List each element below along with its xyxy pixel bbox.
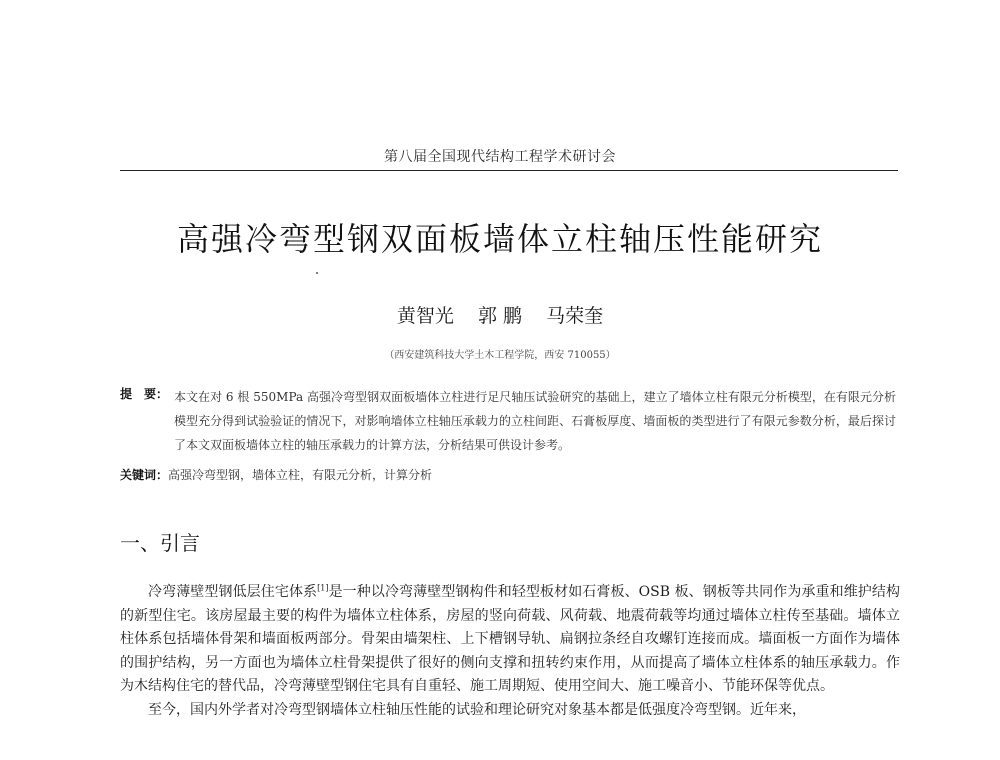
- section-heading: 一、引言: [120, 531, 200, 555]
- paragraph-text: 是一种以冷弯薄壁型钢构件和轻型板材如石膏板、OSB 板、钢板等共同作为承重和维护结构的新型住宅。该房屋最主要的构件为墙体立柱体系，房屋的竖向荷载、风荷载、地震荷载等均通过墙体立柱传至基础。墙体立柱体系包括墙体骨架和墙面板两部分。骨架由墙架柱、上下槽钢导轨、扁钢拉条经自攻螺钉连接而成。墙面板一方面作为墙体的围护结构，另一方面也为墙体立柱骨架提供了很好的侧向支撑和扭转约束作用，从而提高了墙体立柱体系的轴压承载力。作为木结构住宅的替代品，冷弯薄壁型钢住宅具有自重轻、施工周期短、使用空间大、施工噪音小、节能环保等优点。: [120, 584, 900, 694]
- affiliation: （西安建筑科技大学土木工程学院，西安 710055）: [384, 350, 616, 361]
- author-3: 马荣奎: [546, 305, 604, 327]
- author-2: 郭 鹏: [477, 305, 523, 327]
- keywords-label: 关键词：: [120, 468, 169, 482]
- citation-ref: [1]: [317, 583, 329, 593]
- author-1: 黄智光: [396, 305, 454, 327]
- running-header: 第八届全国现代结构工程学术研讨会: [384, 149, 616, 165]
- header-rule: [120, 170, 898, 171]
- keywords-text: 高强冷弯型钢，墙体立柱，有限元分析，计算分析: [168, 468, 433, 482]
- abstract-label: 提 要：: [120, 387, 169, 401]
- section-body: [120, 581, 900, 722]
- paper-title: 高强冷弯型钢双面板墙体立柱轴压性能研究: [176, 220, 823, 258]
- body-paragraph: [120, 581, 900, 699]
- abstract-text: 本文在对 6 根 550MPa 高强冷弯型钢双面板墙体立柱进行足尺轴压试验研究的基础上，建立了墙体立柱有限元分析模型，在有限元分析模型充分得到试验验证的情况下，对影响墙体立柱轴压承载力的立柱间距、石膏板厚度、墙面板的类型进行了有限元参数分析，最后探讨了本文双面板墙体立柱的轴压承载力的计算方法，分析结果可供设计参考。: [174, 390, 896, 452]
- keywords: [120, 466, 900, 483]
- body-paragraph: 至今，国内外学者对冷弯型钢墙体立柱轴压性能的试验和理论研究对象基本都是低强度冷弯型钢。近年来，: [148, 701, 806, 718]
- paragraph-text: 冷弯薄壁型钢低层住宅体系: [148, 584, 318, 600]
- author-list: [0, 301, 1000, 328]
- scan-speck: [316, 272, 318, 274]
